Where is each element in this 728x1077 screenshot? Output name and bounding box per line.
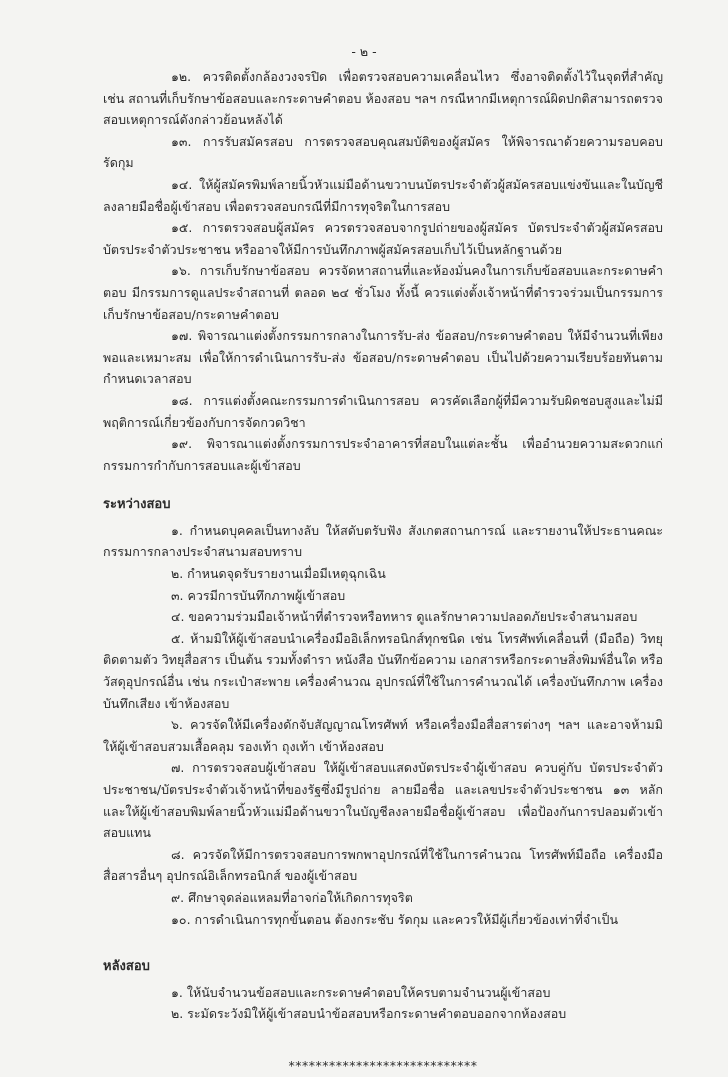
- list-item: ๑. กำหนดบุคคลเป็นทางลับ ให้สดับตรับฟัง สังเกตสถานการณ์ และรายงานให้ประธานคณะกรรมการกลางประจำสนามสอบทราบ: [103, 522, 663, 560]
- list-item: ๘. ควรจัดให้มีการตรวจสอบการพกพาอุปกรณ์ที่ใช้ในการคำนวณ โทรศัพท์มือถือ เครื่องมือสื่อสารอื่นๆ อุปกรณ์อิเล็กทรอนิกส์ ของผู้เข้าสอบ: [103, 846, 663, 884]
- section-heading-after-exam: หลังสอบ: [103, 959, 150, 975]
- list-item: ๑๖. การเก็บรักษาข้อสอบ ควรจัดหาสถานที่และห้องมั่นคงในการเก็บข้อสอบและกระดาษคำตอบ มีกรรมการดูแลประจำสถานที่ ตลอด ๒๔ ชั่วโมง ทั้งนี้ ควรแต่งตั้งเจ้าหน้าที่ตำรวจร่วมเป็นกรรมการเก็บรักษาข้อสอบ/กระดาษคำตอบ: [103, 263, 663, 322]
- document-body: [103, 66, 663, 1077]
- list-item: ๕. ห้ามมิให้ผู้เข้าสอบนำเครื่องมืออิเล็กทรอนิกส์ทุกชนิด เช่น โทรศัพท์เคลื่อนที่ (มือถือ) วิทยุติดตามตัว วิทยุสื่อสาร เป็นต้น รวมทั้งตำรา หนังสือ บันทึกข้อความ เอกสารหรือกระดาษสิ่งพิมพ์อื่นใด หรือวัสดุอุปกรณ์อื่น เช่น กระเป๋าสะพาย เครื่องคำนวณ อุปกรณ์ที่ใช้ในการคำนวณได้ เครื่องบันทึกภาพ เครื่องบันทึกเสียง เข้าห้องสอบ: [103, 630, 663, 711]
- list-item: ๙. ศึกษาจุดล่อแหลมที่อาจก่อให้เกิดการทุจริต: [171, 889, 413, 905]
- end-separator: ****************************: [288, 1057, 478, 1073]
- list-item: ๗. การตรวจสอบผู้เข้าสอบ ให้ผู้เข้าสอบแสดงบัตรประจำผู้เข้าสอบ ควบคู่กับ บัตรประจำตัวประชาชน/บัตรประจำตัวเจ้าหน้าที่ของรัฐซึ่งมีรูปถ่าย ลายมือชื่อ และเลขประจำตัวประชาชน ๑๓ หลัก และให้ผู้เข้าสอบพิมพ์ลายนิ้วหัวแม่มือด้านขวาในบัญชีลงลายมือชื่อผู้เข้าสอบ เพื่อป้องกันการปลอมตัวเข้าสอบแทน: [103, 760, 663, 841]
- page-number: - ๒ -: [351, 44, 377, 59]
- list-item: ๑๐. การดำเนินการทุกขั้นตอน ต้องกระชับ รัดกุม และควรให้มีผู้เกี่ยวข้องเท่าที่จำเป็น: [171, 911, 619, 927]
- list-item: ๔. ขอความร่วมมือเจ้าหน้าที่ตำรวจหรือทหาร ดูแลรักษาความปลอดภัยประจำสนามสอบ: [171, 609, 638, 625]
- list-item: ๑๒. ควรติดตั้งกล้องวงจรปิด เพื่อตรวจสอบความเคลื่อนไหว ซึ่งอาจติดตั้งไว้ในจุดที่สำคัญ เช่น สถานที่เก็บรักษาข้อสอบและกระดาษคำตอบ ห้องสอบ ฯลฯ กรณีหากมีเหตุการณ์ผิดปกติสามารถตรวจสอบเหตุการณ์ดังกล่าวย้อนหลังได้: [103, 69, 663, 128]
- list-item: ๑. ให้นับจำนวนข้อสอบและกระดาษคำตอบให้ครบตามจำนวนผู้เข้าสอบ: [171, 984, 551, 1000]
- list-item: ๑๔. ให้ผู้สมัครพิมพ์ลายนิ้วหัวแม่มือด้านขวาบนบัตรประจำตัวผู้สมัครสอบแข่งขันและในบัญชีลงลายมือชื่อผู้เข้าสอบ เพื่อตรวจสอบกรณีที่มีการทุจริตในการสอบ: [103, 176, 663, 214]
- list-item: ๑๓. การรับสมัครสอบ การตรวจสอบคุณสมบัติของผู้สมัคร ให้พิจารณาด้วยความรอบคอบ รัดกุม: [103, 133, 663, 171]
- list-item: ๑๕. การตรวจสอบผู้สมัคร ควรตรวจสอบจากรูปถ่ายของผู้สมัคร บัตรประจำตัวผู้สมัครสอบ บัตรประจำตัวประชาชน หรืออาจให้มีการบันทึกภาพผู้สมัครสอบเก็บไว้เป็นหลักฐานด้วย: [103, 220, 663, 257]
- list-item: ๖. ควรจัดให้มีเครื่องดักจับสัญญาณโทรศัพท์ หรือเครื่องมือสื่อสารต่างๆ ฯลฯ และอาจห้ามมิให้ผู้เข้าสอบสวมเสื้อคลุม รองเท้า ถุงเท้า เข้าห้องสอบ: [103, 717, 663, 754]
- list-item: ๒. กำหนดจุดรับรายงานเมื่อมีเหตุฉุกเฉิน: [171, 566, 386, 582]
- list-item: ๑๙. พิจารณาแต่งตั้งกรรมการประจำอาคารที่สอบในแต่ละชั้น เพื่ออำนวยความสะดวกแก่กรรมการกำกับการสอบและผู้เข้าสอบ: [103, 436, 663, 473]
- list-item: ๒. ระมัดระวังมิให้ผู้เข้าสอบนำข้อสอบหรือกระดาษคำตอบออกจากห้องสอบ: [171, 1006, 567, 1022]
- section-heading-during-exam: ระหว่างสอบ: [103, 497, 171, 513]
- list-item: ๑๘. การแต่งตั้งคณะกรรมการดำเนินการสอบ ควรคัดเลือกผู้ที่มีความรับผิดชอบสูงและไม่มีพฤติการณ์เกี่ยวข้องกับการจัดกวดวิชา: [103, 392, 663, 430]
- list-item: ๑๗. พิจารณาแต่งตั้งกรรมการกลางในการรับ-ส่ง ข้อสอบ/กระดาษคำตอบ ให้มีจำนวนที่เพียงพอและเหมาะสม เพื่อให้การดำเนินการรับ-ส่ง ข้อสอบ/กระดาษคำตอบ เป็นไปด้วยความเรียบร้อยทันตามกำหนดเวลาสอบ: [103, 328, 663, 387]
- list-item: ๓. ควรมีการบันทึกภาพผู้เข้าสอบ: [171, 587, 346, 603]
